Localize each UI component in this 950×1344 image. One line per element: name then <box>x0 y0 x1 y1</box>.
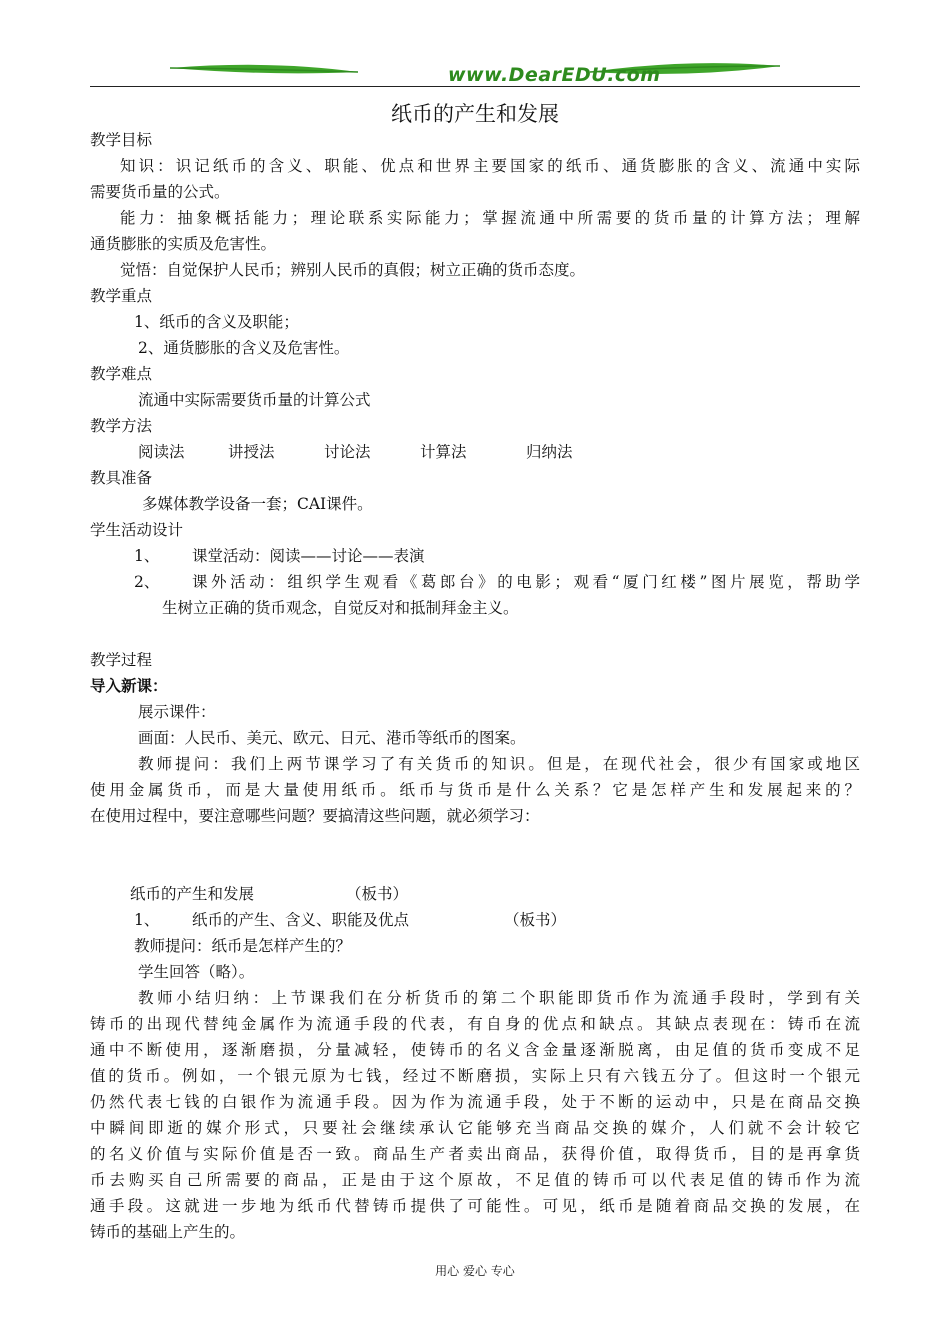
board-item-number: 1、 <box>134 911 160 929</box>
activity-text: 课堂活动：阅读——讨论——表演 <box>192 547 425 565</box>
summary-line: 的名义价值与实际价值是否一致。商品生产者卖出商品，获得价值，取得货币，目的是再拿货 <box>90 1145 860 1163</box>
intro-picture: 画面：人民币、美元、欧元、日元、港币等纸币的图案。 <box>138 729 526 747</box>
board-item: 纸币的产生、含义、职能及优点 <box>192 911 410 929</box>
summary-line: 铸币的出现代替纯金属作为流通手段的代表，有自身的优点和缺点。其缺点表现在：铸币在流 <box>90 1015 860 1033</box>
summary-line: 通手段。这就进一步地为纸币代替铸币提供了可能性。可见，纸币是随着商品交换的发展，在 <box>90 1197 860 1215</box>
method-item: 计算法 <box>420 443 467 461</box>
key-points-heading: 教学重点 <box>90 287 153 305</box>
method-item: 讲授法 <box>228 443 275 461</box>
intro-heading: 导入新课： <box>90 677 168 695</box>
summary-line: 值的货币。例如，一个银元原为七钱，经过不断磨损，实际上只有六钱五分了。但这时一个银元 <box>90 1067 860 1085</box>
teacher-question: 教师提问：纸币是怎样产生的？ <box>134 937 352 955</box>
student-answer: 学生回答（略）。 <box>138 963 255 981</box>
key-point-item: 2、通货膨胀的含义及危害性。 <box>138 339 350 357</box>
board-note: （板书） <box>346 885 409 903</box>
summary-line: 铸币的基础上产生的。 <box>90 1223 246 1241</box>
tools-heading: 教具准备 <box>90 469 153 487</box>
objective-knowledge-line-1: 知识：识记纸币的含义、职能、优点和世界主要国家的纸币、通货膨胀的含义、流通中实际 <box>120 157 860 175</box>
summary-line: 教师小结归纳：上节课我们在分析货币的第二个职能即货币作为流通手段时，学到有关 <box>138 989 860 1007</box>
summary-line: 通中不断使用，逐渐磨损，分量减轻，使铸币的名义含金量逐渐脱离，由足值的货币变成不足 <box>90 1041 860 1059</box>
method-item: 讨论法 <box>324 443 371 461</box>
difficulty-heading: 教学难点 <box>90 365 153 383</box>
board-note: （板书） <box>504 911 567 929</box>
activity-number: 2、 <box>134 573 160 591</box>
header-divider <box>90 86 860 87</box>
method-item: 阅读法 <box>138 443 185 461</box>
teacher-question-line: 使用金属货币，而是大量使用纸币。纸币与货币是什么关系？它是怎样产生和发展起来的？ <box>90 781 860 799</box>
key-point-item: 1、纸币的含义及职能； <box>134 313 299 331</box>
activities-heading: 学生活动设计 <box>90 521 184 539</box>
page-footer: 用心 爱心 专心 <box>435 1264 515 1278</box>
teacher-question-line: 教师提问：我们上两节课学习了有关货币的知识。但是，在现代社会，很少有国家或地区 <box>138 755 860 773</box>
page-title: 纸币的产生和发展 <box>391 102 559 126</box>
process-heading: 教学过程 <box>90 651 153 669</box>
activity-text: 课外活动：组织学生观看《葛郎台》的电影；观看“厦门红楼”图片展览，帮助学 <box>192 573 860 591</box>
site-logo[interactable]: www.DearEDU.com <box>448 64 661 86</box>
difficulty-text: 流通中实际需要货币量的计算公式 <box>138 391 371 409</box>
activity-number: 1、 <box>134 547 160 565</box>
objective-ability-line-2: 通货膨胀的实质及危害性。 <box>90 235 277 253</box>
intro-show: 展示课件： <box>138 703 216 721</box>
summary-line: 仍然代表七钱的白银作为流通手段。因为作为流通手段，处于不断的运动中，只是在商品交换 <box>90 1093 860 1111</box>
objective-knowledge-line-2: 需要货币量的公式。 <box>90 183 230 201</box>
method-item: 归纳法 <box>526 443 573 461</box>
methods-heading: 教学方法 <box>90 417 153 435</box>
summary-line: 中瞬间即逝的媒介形式，只要社会继续承认它能够充当商品交换的媒介，人们就不会计较它 <box>90 1119 860 1137</box>
objectives-heading: 教学目标 <box>90 131 153 149</box>
summary-line: 币去购买自己所需要的商品，正是由于这个原故，不足值的铸币可以代表足值的铸币作为流 <box>90 1171 860 1189</box>
methods-list <box>138 441 573 463</box>
board-title: 纸币的产生和发展 <box>130 885 255 903</box>
tools-text: 多媒体教学设备一套；CAI课件。 <box>142 495 373 513</box>
objective-ability-line-1: 能力：抽象概括能力；理论联系实际能力；掌握流通中所需要的货币量的计算方法；理解 <box>120 209 860 227</box>
teacher-question-line: 在使用过程中，要注意哪些问题？要搞清这些问题，就必须学习： <box>90 807 540 825</box>
objective-awareness: 觉悟：自觉保护人民币；辨别人民币的真假；树立正确的货币态度。 <box>120 261 586 279</box>
activity-text-continued: 生树立正确的货币观念，自觉反对和抵制拜金主义。 <box>162 599 519 617</box>
